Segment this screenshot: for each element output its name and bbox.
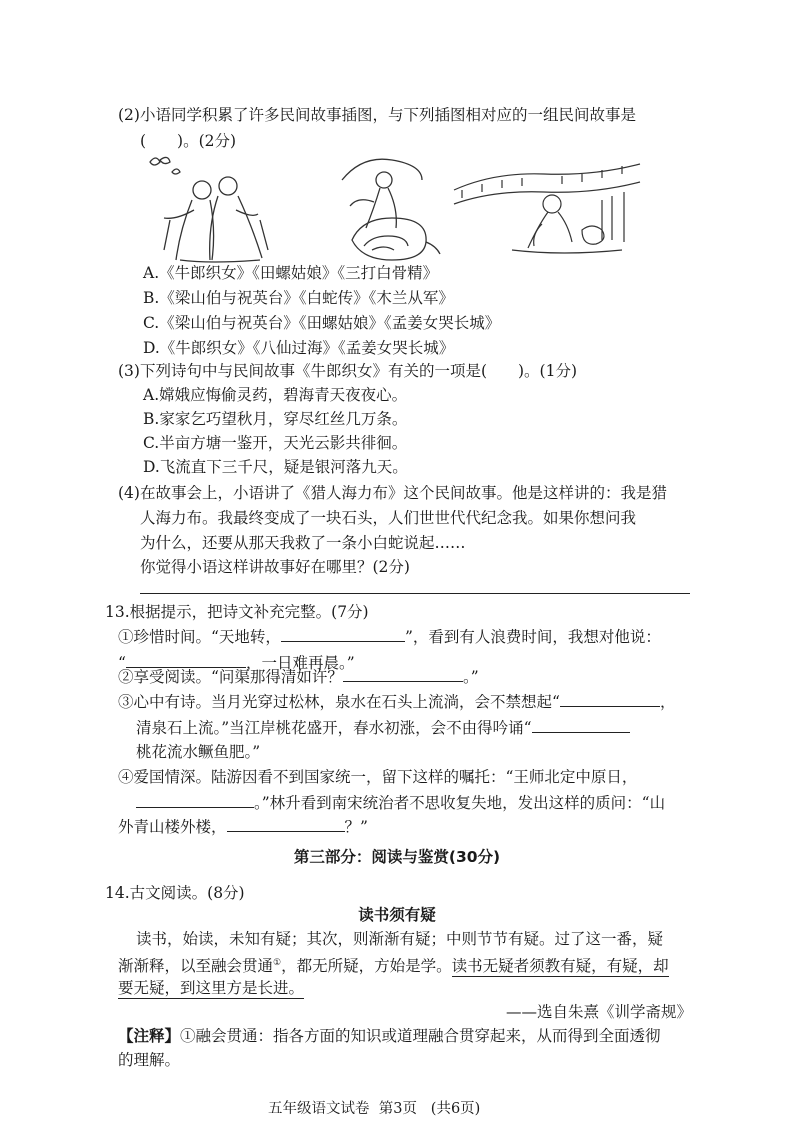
q12-2-option-c: C.《梁山伯与祝英台》《田螺姑娘》《孟姜女哭长城》 — [143, 314, 501, 332]
q13-line5: 清泉石上流。”当江岸桃花盛开，春水初涨，会不由得吟诵“ — [136, 716, 630, 739]
q12-4-line1: (4)在故事会上，小语讲了《猎人海力布》这个民间故事。他是这样讲的：我是猎 — [118, 484, 667, 502]
q14-source: ——选自朱熹《训学斋规》 — [506, 1003, 693, 1021]
q12-3-option-d: D.飞流直下三千尺，疑是银河落九天。 — [143, 458, 408, 476]
q13-line9: 外青山楼外楼， ？” — [118, 815, 368, 838]
q14-passage-line3 — [118, 977, 304, 999]
q12-4-answer-line[interactable] — [140, 593, 690, 594]
q14-passage-line2: 渐渐释，以至融会贯通①，都无所疑，方始是学。读书无疑者须教有疑，有疑，却 — [118, 957, 669, 976]
q13-line2: “ ，一日难再晨。” — [118, 651, 355, 674]
section-three-heading: 第三部分：阅读与鉴赏(30分) — [293, 848, 501, 866]
q14-note-line2: 的理解。 — [118, 1051, 181, 1069]
illustration-meng-jiangnu — [452, 160, 642, 260]
q12-3-option-a: A.嫦娥应悔偷灵药，碧海青天夜夜心。 — [143, 386, 408, 404]
q14-stem: 14.古文阅读。(8分) — [105, 884, 245, 902]
q12-2-stem-line2: ( )。(2分) — [140, 132, 237, 150]
q12-4-line3: 为什么，还要从那天我救了一条小白蛇说起…… — [140, 534, 466, 552]
q14-passage-title: 读书须有疑 — [358, 906, 436, 924]
q13-line8: 。”林升看到南宋统治者不思收复失地，发出这样的质问：“山 — [136, 791, 665, 814]
q13-blank-4[interactable] — [560, 690, 660, 707]
q12-3-option-b: B.家家乞巧望秋月，穿尽红丝几万条。 — [143, 410, 408, 428]
q13-line1: ①珍惜时间。“天地转， ”，看到有人浪费时间，我想对他说： — [118, 625, 661, 648]
page-footer: 五年级语文试卷 第3页 (共6页) — [268, 1101, 481, 1117]
q14-passage-line1: 读书，始读，未知有疑；其次，则渐渐有疑；中则节节有疑。过了这一番，疑 — [136, 930, 664, 948]
q13-blank-7[interactable] — [227, 815, 345, 832]
q12-3-option-c: C.半亩方塘一鉴开，天光云影共徘徊。 — [143, 434, 408, 452]
q13-blank-6[interactable] — [136, 791, 254, 808]
q13-blank-5[interactable] — [532, 716, 630, 733]
illustration-snail-girl — [322, 150, 447, 265]
q12-3-stem: (3)下列诗句中与民间故事《牛郎织女》有关的一项是( )。(1分) — [118, 362, 578, 380]
q12-4-line2: 人海力布。我最终变成了一块石头，人们世世代代纪念我。如果你想问我 — [140, 509, 637, 527]
q13-line4: ③心中有诗。当月光穿过松林，泉水在石头上流淌，会不禁想起“ ， — [118, 690, 675, 713]
q14-underlined-sentence-2: 要无疑，到这里方是长进。 — [118, 979, 305, 997]
q14-note-line1: 【注释】①融会贯通：指各方面的知识或道理融合贯穿起来，从而得到全面透彻 — [118, 1027, 661, 1045]
q14-underlined-sentence-1: 读书无疑者须教有疑，有疑，却 — [451, 957, 669, 976]
q13-blank-1[interactable] — [281, 625, 405, 642]
q12-2-stem-line1: (2)小语同学积累了许多民间故事插图，与下列插图相对应的一组民间故事是 — [118, 106, 636, 124]
q13-line3: ②享受阅读。“问渠那得清如许？ 。” — [118, 665, 479, 688]
q12-2-option-b: B.《梁山伯与祝英台》《白蛇传》《木兰从军》 — [143, 289, 454, 307]
q12-4-line4: 你觉得小语这样讲故事好在哪里？(2分) — [140, 558, 410, 576]
q12-2-option-d: D.《牛郎织女》《八仙过海》《孟姜女哭长城》 — [143, 339, 455, 357]
q12-2-option-a: A.《牛郎织女》《田螺姑娘》《三打白骨精》 — [143, 264, 439, 282]
illustration-butterfly-lovers — [140, 150, 285, 265]
q13-stem: 13.根据提示，把诗文补充完整。(7分) — [105, 603, 369, 621]
q13-line6: 桃花流水鳜鱼肥。” — [136, 743, 261, 761]
q13-line7: ④爱国情深。陆游因看不到国家统一，留下这样的嘱托：“王师北定中原日， — [118, 768, 638, 786]
q13-blank-3[interactable] — [343, 665, 463, 682]
